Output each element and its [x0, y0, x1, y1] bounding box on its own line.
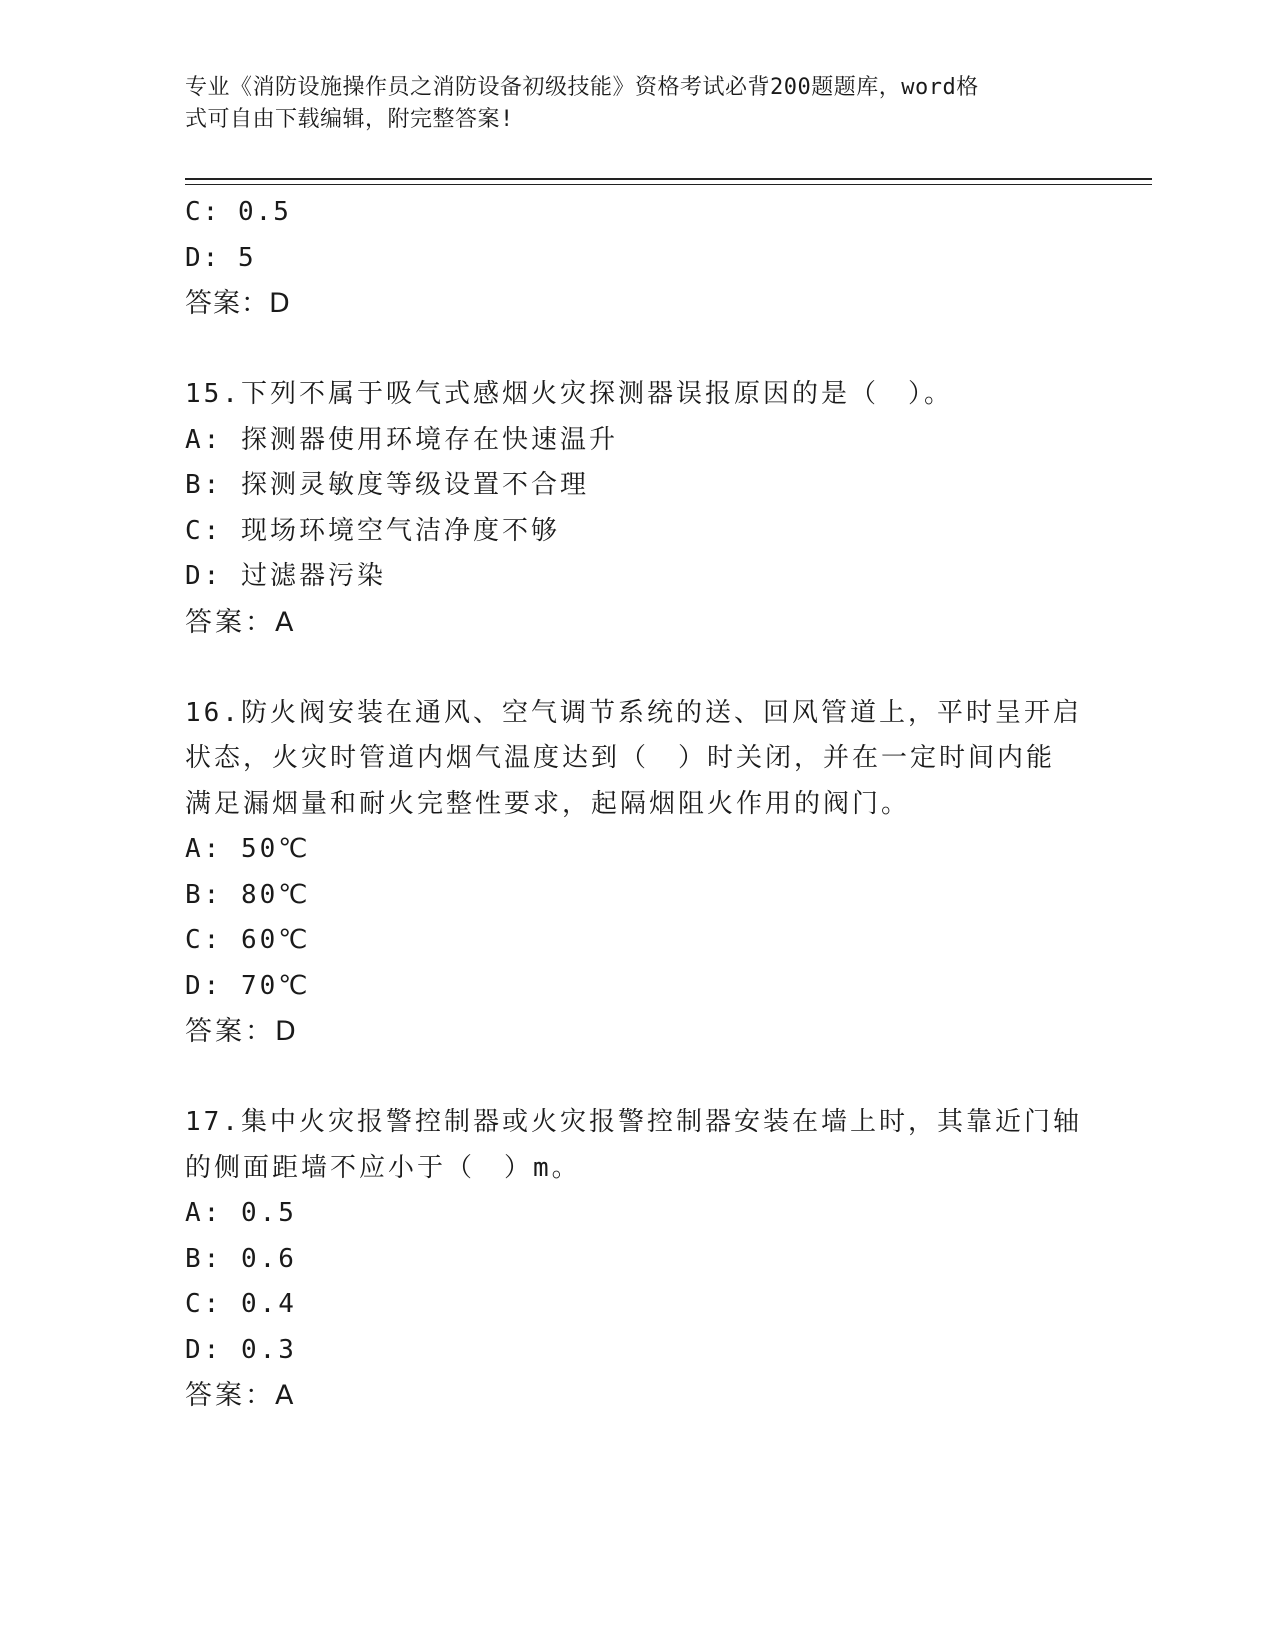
spacer [185, 645, 1085, 691]
q16-option-c: C: 60℃ [185, 925, 311, 955]
q17-option-d: D: 0.3 [185, 1334, 297, 1365]
header-rule-thick [185, 178, 1152, 180]
q14-option-d: D: 5 [185, 242, 256, 273]
question-14-tail [185, 190, 1085, 327]
document-header [185, 72, 1075, 136]
q15-option-c: C: 现场环境空气洁净度不够 [185, 515, 560, 546]
question-17 [185, 1100, 1085, 1419]
q16-option-b: B: 80℃ [185, 879, 311, 910]
question-16 [185, 691, 1085, 1055]
q16-stem-line-3: 满足漏烟量和耐火完整性要求，起隔烟阻火作用的阀门。 [185, 788, 911, 819]
q17-answer: 答案：A [185, 1380, 297, 1411]
document-body [185, 190, 1085, 1419]
q15-stem: 15.下列不属于吸气式感烟火灾探测器误报原因的是（ ）。 [185, 379, 953, 409]
header-line-2: 式可自由下载编辑，附完整答案! [185, 107, 514, 132]
q14-option-c: C: 0.5 [185, 197, 291, 227]
q17-stem-line-2: 的侧面距墙不应小于（ ）m。 [185, 1152, 581, 1183]
q16-stem-line-1: 16.防火阀安装在通风、空气调节系统的送、回风管道上，平时呈开启 [185, 697, 1082, 728]
q15-option-a: A: 探测器使用环境存在快速温升 [185, 424, 618, 455]
question-15 [185, 372, 1085, 645]
q15-option-b: B: 探测灵敏度等级设置不合理 [185, 470, 589, 500]
q17-option-a: A: 0.5 [185, 1198, 297, 1228]
q15-option-d: D: 过滤器污染 [185, 561, 386, 591]
header-rule-thin [185, 184, 1152, 185]
spacer [185, 1055, 1085, 1101]
q15-answer: 答案：A [185, 606, 297, 638]
q17-stem-line-1: 17.集中火灾报警控制器或火灾报警控制器安装在墙上时，其靠近门轴 [185, 1107, 1082, 1137]
header-line-1: 专业《消防设施操作员之消防设备初级技能》资格考试必背200题题库，word格 [185, 75, 979, 100]
q14-answer: 答案：D [185, 288, 291, 319]
q16-answer: 答案：D [185, 1016, 299, 1047]
q17-option-c: C: 0.4 [185, 1289, 297, 1319]
spacer [185, 327, 1085, 373]
q16-stem-line-2: 状态，火灾时管道内烟气温度达到（ ）时关闭，并在一定时间内能 [185, 743, 1056, 773]
q16-option-d: D: 70℃ [185, 970, 311, 1001]
q17-option-b: B: 0.6 [185, 1243, 297, 1274]
q16-option-a: A: 50℃ [185, 834, 311, 864]
